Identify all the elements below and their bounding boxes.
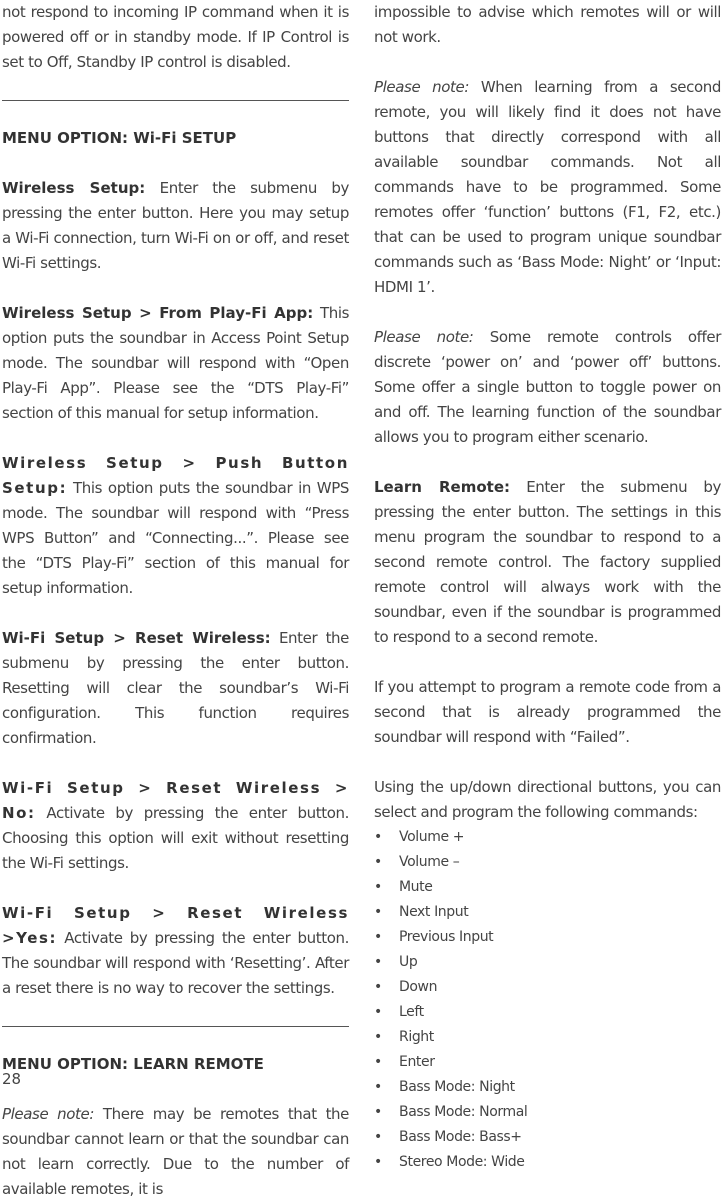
right-column: [374, 0, 721, 1175]
continued-paragraph: impossible to advise which remotes will or will not work.: [374, 3, 721, 46]
commands-list: [374, 825, 721, 1175]
from-playfi-paragraph: [2, 301, 349, 426]
list-item: • Bass Mode: Night: [374, 1075, 721, 1100]
from-playfi-lead: Wireless Setup > From Play-Fi App:: [2, 304, 314, 322]
note-body: When learning from a second remote, you will likely find it does not have buttons that directly correspond with all available soundbar commands. Not all commands have to be programmed. Some remotes offer ‘function’ buttons (F1, F2, etc.) that can be used to program unique soundbar commands such as ‘Bass Mode: Night’ or ‘Input: HDMI 1’.: [374, 78, 721, 296]
commands-intro-paragraph: Using the up/down directional buttons, you can select and program the following commands:: [374, 778, 721, 821]
intro-paragraph: not respond to incoming IP command when it is powered off or in standby mode. If IP Control is set to Off, Standby IP control is disabled.: [2, 3, 349, 71]
note-body: There may be remotes that the soundbar cannot learn or that the soundbar can not learn correctly. Due to the number of available remotes, it is: [2, 1105, 349, 1198]
wifi-setup-heading: MENU OPTION: Wi-Fi SETUP: [2, 129, 237, 147]
push-button-paragraph: [2, 451, 349, 601]
push-button-body: This option puts the soundbar in WPS mode. The soundbar will respond with “Press WPS Button” and “Connecting...”. Please see the “DTS Play-Fi” section of this manual for setup information.: [2, 479, 349, 597]
note-power-paragraph: [374, 325, 721, 450]
list-item: • Up: [374, 950, 721, 975]
wireless-setup-lead: Wireless Setup:: [2, 179, 146, 197]
failed-paragraph: If you attempt to program a remote code from a second that is already programmed the soundbar will respond with “Failed”.: [374, 678, 721, 746]
list-item: • Mute: [374, 875, 721, 900]
note-label: Please note:: [2, 1105, 95, 1123]
left-column: [2, 0, 349, 1202]
list-item: • Volume –: [374, 850, 721, 875]
list-item: • Previous Input: [374, 925, 721, 950]
list-item: • Left: [374, 1000, 721, 1025]
wireless-setup-body: Enter the submenu by pressing the enter button. Here you may setup a Wi-Fi connection, turn Wi-Fi on or off, and reset Wi-Fi settings.: [2, 179, 349, 272]
list-item: • Enter: [374, 1050, 721, 1075]
list-item: • Down: [374, 975, 721, 1000]
list-item: • Volume +: [374, 825, 721, 850]
note-label: Please note:: [374, 78, 469, 96]
reset-no-paragraph: [2, 776, 349, 876]
list-item: • Right: [374, 1025, 721, 1050]
learn-remote-paragraph: [374, 475, 721, 650]
list-item: • Stereo Mode: Wide: [374, 1150, 721, 1175]
reset-wireless-lead: Wi-Fi Setup > Reset Wireless:: [2, 629, 271, 647]
learn-remote-body: Enter the submenu by pressing the enter button. The settings in this menu program the soundbar to respond to a second remote control. The factory supplied remote control will always work with the soundbar, even if the soundbar is programmed to respond to a second remote.: [374, 478, 721, 646]
learn-remote-note-paragraph: [2, 1102, 349, 1202]
reset-wireless-paragraph: [2, 626, 349, 751]
learn-remote-lead: Learn Remote:: [374, 478, 510, 496]
reset-yes-lead: Wi-Fi Setup > Reset Wireless >Yes:: [2, 904, 349, 947]
from-playfi-body: This option puts the soundbar in Access Point Setup mode. The soundbar will respond with “Open Play-Fi App”. Please see the “DTS Play-Fi” section of this manual for setup information.: [2, 304, 350, 422]
reset-no-lead: Wi-Fi Setup > Reset Wireless > No:: [2, 779, 349, 822]
reset-no-body: Activate by pressing the enter button. Choosing this option will exit without resetting the Wi-Fi settings.: [2, 804, 349, 872]
note-body: Some remote controls offer discrete ‘power on’ and ‘power off’ buttons. Some offer a single button to toggle power on and off. The learning function of the soundbar allows you to program either scenario.: [374, 328, 721, 446]
reset-yes-paragraph: [2, 901, 349, 1001]
list-item: • Next Input: [374, 900, 721, 925]
reset-wireless-body: Enter the submenu by pressing the enter button. Resetting will clear the soundbar’s Wi-Fi configuration. This function requires confirmation.: [2, 629, 349, 747]
list-item: • Bass Mode: Normal: [374, 1100, 721, 1125]
page-number: 28: [2, 1070, 22, 1088]
learn-remote-heading: MENU OPTION: LEARN REMOTE: [2, 1055, 264, 1073]
reset-yes-body: Activate by pressing the enter button. The soundbar will respond with ‘Resetting’. After a reset there is no way to recover the settings.: [2, 929, 349, 997]
push-button-lead: Wireless Setup > Push Button Setup:: [2, 454, 349, 497]
note-label: Please note:: [374, 328, 474, 346]
list-item: • Bass Mode: Bass+: [374, 1125, 721, 1150]
note-second-remote-paragraph: [374, 75, 721, 300]
wireless-setup-paragraph: [2, 176, 349, 276]
